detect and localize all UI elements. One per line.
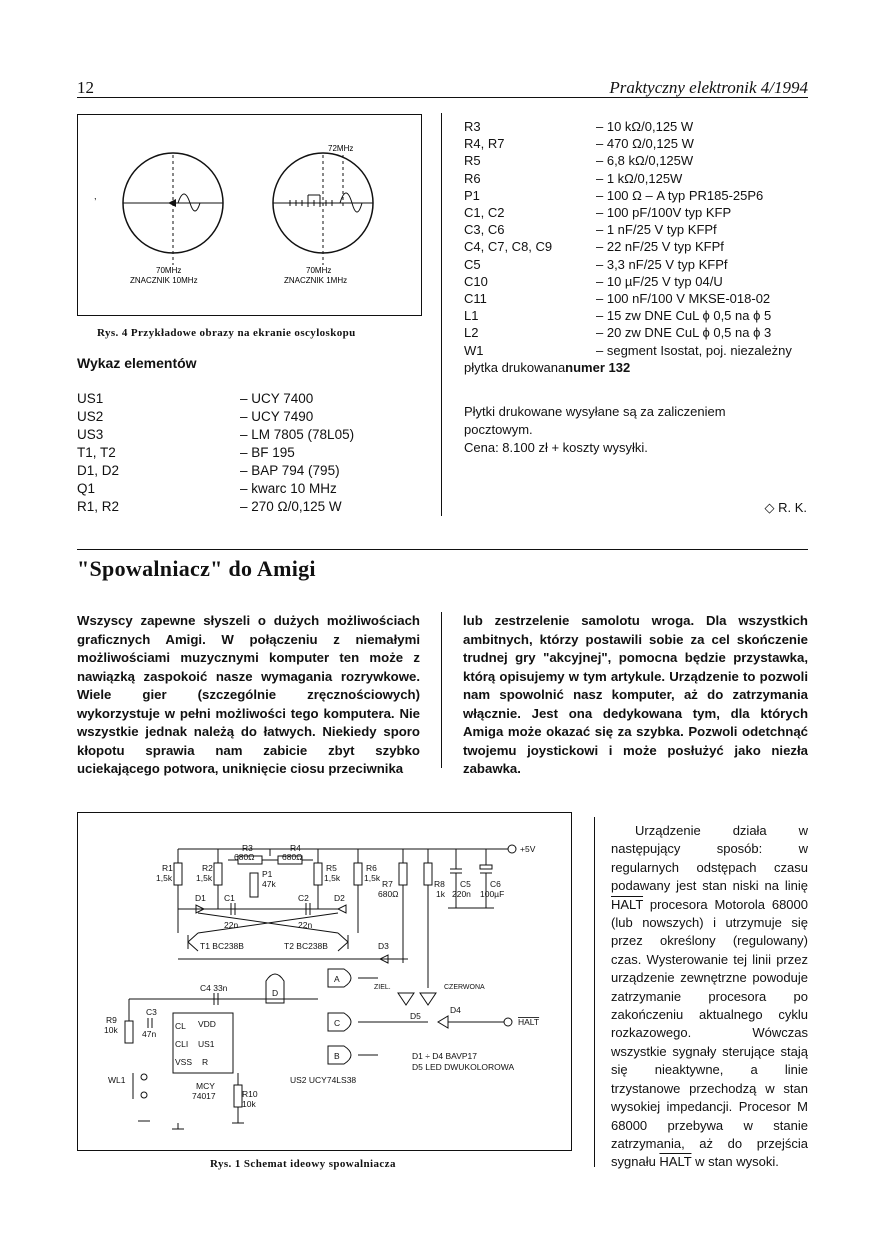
- apostrophe-mark: ,: [94, 191, 97, 201]
- halt-signal-1: HALT: [611, 896, 644, 912]
- right-scope-marker-label: ZNACZNIK 1MHz: [284, 276, 348, 285]
- c5-label: C5: [460, 879, 471, 889]
- wl1-label: WL1: [108, 1075, 126, 1085]
- diodes-note: D1 ÷ D4 BAVP17: [412, 1051, 477, 1061]
- figure4-caption: Rys. 4 Przykładowe obrazy na ekranie oscyloskopu: [97, 327, 356, 339]
- d1-label: D1: [195, 893, 206, 903]
- c3-value: 47n: [142, 1029, 157, 1039]
- right-scope-freq: 70MHz: [306, 266, 332, 275]
- us1-label: US1: [198, 1039, 215, 1049]
- parts-row: P1 – 100 Ω – A typ PR185-25P6: [464, 187, 764, 203]
- gate-c-label: C: [334, 1018, 341, 1028]
- figure4-box: [77, 114, 422, 316]
- r3-label: R3: [242, 843, 253, 853]
- left-scope-freq: 70MHz: [156, 266, 182, 275]
- diode-d4: [438, 1016, 448, 1028]
- parts-row: L1 – 15 zw DNE CuL ϕ 0,5 na ϕ 5: [464, 308, 772, 324]
- column-divider-intro: [441, 612, 442, 768]
- d3-label: D3: [378, 941, 389, 951]
- p1-label: P1: [262, 869, 273, 879]
- parts-row: C10 – 10 µF/25 V typ 04/U: [464, 273, 723, 289]
- gate-d-label: D: [272, 988, 279, 998]
- parts-row: R3 – 10 kΩ/0,125 W: [464, 119, 694, 134]
- column-divider-top: [441, 113, 442, 516]
- parts-row: US1 – UCY 7400: [77, 391, 314, 406]
- left-scope-marker-arrow: [168, 199, 176, 207]
- parts-row: L2 – 20 zw DNE CuL ϕ 0,5 na ϕ 3: [464, 325, 772, 341]
- r4-label: R4: [290, 843, 301, 853]
- gate-b-label: B: [334, 1051, 340, 1061]
- parts-row: R4, R7 – 470 Ω/0,125 W: [464, 136, 694, 152]
- parts-row: US2 – UCY 7490: [77, 409, 314, 424]
- p1-value: 47k: [262, 879, 276, 889]
- c2-value: 22n: [298, 920, 313, 930]
- left-scope-marker-label: ZNACZNIK 10MHz: [130, 276, 198, 285]
- pcb-row: płytka drukowana numer 132: [464, 359, 631, 375]
- r8-value: 1k: [436, 889, 445, 899]
- led-d5-green: [398, 993, 414, 1005]
- parts-row: R1, R2 – 270 Ω/0,125 W: [77, 499, 342, 514]
- parts-heading: Wykaz elementów: [77, 355, 197, 371]
- resistor-r8: [424, 863, 432, 885]
- parts-row: C5 – 3,3 nF/25 V typ KFPf: [464, 256, 728, 272]
- header-rule: [77, 97, 808, 98]
- r1-label: R1: [162, 863, 173, 873]
- c1-label: C1: [224, 893, 235, 903]
- schematic: [78, 813, 571, 1150]
- r6-label: R6: [366, 863, 377, 873]
- parts-row: C1, C2 – 100 pF/100V typ KFP: [464, 205, 732, 221]
- halt-terminal: [504, 1018, 512, 1026]
- oscilloscope-figure: [78, 115, 421, 315]
- figure1-caption: Rys. 1 Schemat ideowy spowalniacza: [210, 1158, 396, 1170]
- r4-value: 680Ω: [282, 852, 303, 862]
- parts-list-left: [77, 390, 417, 516]
- r9-value: 10k: [104, 1025, 118, 1035]
- d2-label: D2: [334, 893, 345, 903]
- gate-a-label: A: [334, 974, 340, 984]
- pin-cli: CLI: [175, 1039, 189, 1049]
- resistor-r5: [314, 863, 322, 885]
- r7-value: 680Ω: [378, 889, 399, 899]
- mcy-value: 74017: [192, 1091, 216, 1101]
- resistor-r6: [354, 863, 362, 885]
- column-divider-bottom: [594, 817, 595, 1167]
- label-72mhz: 72MHz: [328, 144, 354, 153]
- r9-label: R9: [106, 1015, 117, 1025]
- side-text: Urządzenie działa w następujący sposób: w regularnych odstępach czasu podawany jest stan niski na linię HALT procesora Motorola 68000 (lub nowszych) i utrzymuje się przez określony (regulowany) czas. Wysterowanie tej linii przez urządzenie zewnętrzne powoduje zatrzymanie procesora po zakończeniu aktualnego cyklu rozkazowego. Wówczas wszystkie sygnały sterujące stają się nieaktywne, a linie trzystanowe przechodzą w stan wysokiej impedancji. Procesor M 68000 przebywa w stanie zatrzymania, aż do przejścia sygnału HALT w stan wysoki.: [611, 823, 808, 1170]
- led-green-label: ZIEL.: [374, 984, 391, 991]
- parts-row: D1, D2 – BAP 794 (795): [77, 463, 340, 478]
- switch-wl1: [141, 1074, 147, 1080]
- capacitor-c6: [480, 865, 492, 869]
- c6-value: 100µF: [480, 889, 505, 899]
- r3-value: 680Ω: [234, 852, 255, 862]
- vcc-terminal: [508, 845, 516, 853]
- figure1-box: [77, 812, 572, 1151]
- halt-signal-2: HALT: [659, 1154, 692, 1170]
- c6-label: C6: [490, 879, 501, 889]
- page-number: 12: [77, 78, 94, 97]
- intro-left: Wszyscy zapewne słyszeli o dużych możliwościach graficznych Amigi. W połączeniu z niemałymi możliwościami muzycznymi komputer ten może z nawiązką zaspokoić nasze wymagania rozrywkowe. Wiele gier (szczególnie zręcznościowych) wykorzystuje w pełni możliwości tego komputera. Nie wszystkie jednak należą do łatwych. Niekiedy sporo kłopotu sprawia nam zabicie zbyt szybko uciekającego potwora, uniknięcie ciosu przeciwnika: [77, 613, 420, 776]
- parts-row: Q1 – kwarc 10 MHz: [77, 481, 337, 496]
- r1-value: 1,5k: [156, 873, 173, 883]
- t2-label: T2 BC238B: [284, 941, 328, 951]
- article-title: "Spowalniacz" do Amigi: [77, 556, 316, 581]
- t1-label: T1 BC238B: [200, 941, 244, 951]
- r6-value: 1,5k: [364, 873, 381, 883]
- parts-row: R6 – 1 kΩ/0,125W: [464, 170, 683, 186]
- resistor-r10: [234, 1085, 242, 1107]
- r5-value: 1,5k: [324, 873, 341, 883]
- r7-label: R7: [382, 879, 393, 889]
- pin-vdd: VDD: [198, 1019, 216, 1029]
- c4-label: C4 33n: [200, 983, 228, 993]
- c2-label: C2: [298, 893, 309, 903]
- pin-cl: CL: [175, 1021, 186, 1031]
- magazine-title: Praktyczny elektronik 4/1994: [609, 78, 808, 97]
- r8-label: R8: [434, 879, 445, 889]
- resistor-r1: [174, 863, 182, 885]
- author-signature: ◇ R. K.: [764, 500, 807, 515]
- us2-label: US2 UCY74LS38: [290, 1075, 357, 1085]
- halt-label: HALT: [518, 1017, 540, 1027]
- pin-vss: VSS: [175, 1057, 193, 1067]
- r2-value: 1,5k: [196, 873, 213, 883]
- parts-row: US3 – LM 7805 (78L05): [77, 427, 355, 442]
- led-red-label: CZERWONA: [444, 984, 485, 991]
- led-note: D5 LED DWUKOLOROWA: [412, 1062, 515, 1072]
- c5-value: 220n: [452, 889, 471, 899]
- potentiometer-p1: [250, 873, 258, 897]
- mcy-label: MCY: [196, 1081, 215, 1091]
- parts-row: C4, C7, C8, C9 – 22 nF/25 V typ KFPf: [464, 239, 724, 255]
- parts-row: W1 – segment Isostat, poj. niezależny: [464, 342, 792, 358]
- resistor-r2: [214, 863, 222, 885]
- article-rule: [77, 549, 808, 550]
- shipping-note: Płytki drukowane wysyłane są za zaliczeniem pocztowym.: [464, 404, 726, 437]
- parts-row: R5 – 6,8 kΩ/0,125W: [464, 153, 694, 169]
- resistor-r7: [399, 863, 407, 885]
- r5-label: R5: [326, 863, 337, 873]
- c3-label: C3: [146, 1007, 157, 1017]
- d4-label: D4: [450, 1005, 461, 1015]
- price-note: Cena: 8.100 zł + koszty wysyłki.: [464, 440, 648, 455]
- vcc-label: +5V: [520, 844, 536, 854]
- r2-label: R2: [202, 863, 213, 873]
- pin-r: R: [202, 1057, 209, 1067]
- resistor-r9: [125, 1021, 133, 1043]
- r10-label: R10: [242, 1089, 258, 1099]
- parts-row: T1, T2 – BF 195: [77, 445, 295, 460]
- led-d5-red: [420, 993, 436, 1005]
- parts-row: C3, C6 – 1 nF/25 V typ KFPf: [464, 222, 717, 238]
- c1-value: 22n: [224, 920, 239, 930]
- intro-right: lub zestrzelenie samolotu wroga. Dla wszystkich ambitnych, którzy postawili sobie za cel skończenie trudnej gry "akcyjnej", pomocna będzie przystawka, którą opisujemy w tym artykule. Urządzenie to pozwoli nam spowolnić nasz komputer, aż do zatrzymania włącznie. Jest ona dedykowana tym, dla których Amiga może okazać się za szybka. Pozwoli odetchnąć twojemu joystickowi i może posłużyć jako niezła zabawka.: [463, 613, 808, 776]
- right-scope-ticks: [290, 195, 332, 207]
- parts-row: C11 – 100 nF/100 V MKSE-018-02: [464, 291, 771, 307]
- diode-d2: [338, 905, 346, 913]
- r10-value: 10k: [242, 1099, 256, 1109]
- d5-label: D5: [410, 1011, 421, 1021]
- parts-list-right: [464, 118, 814, 376]
